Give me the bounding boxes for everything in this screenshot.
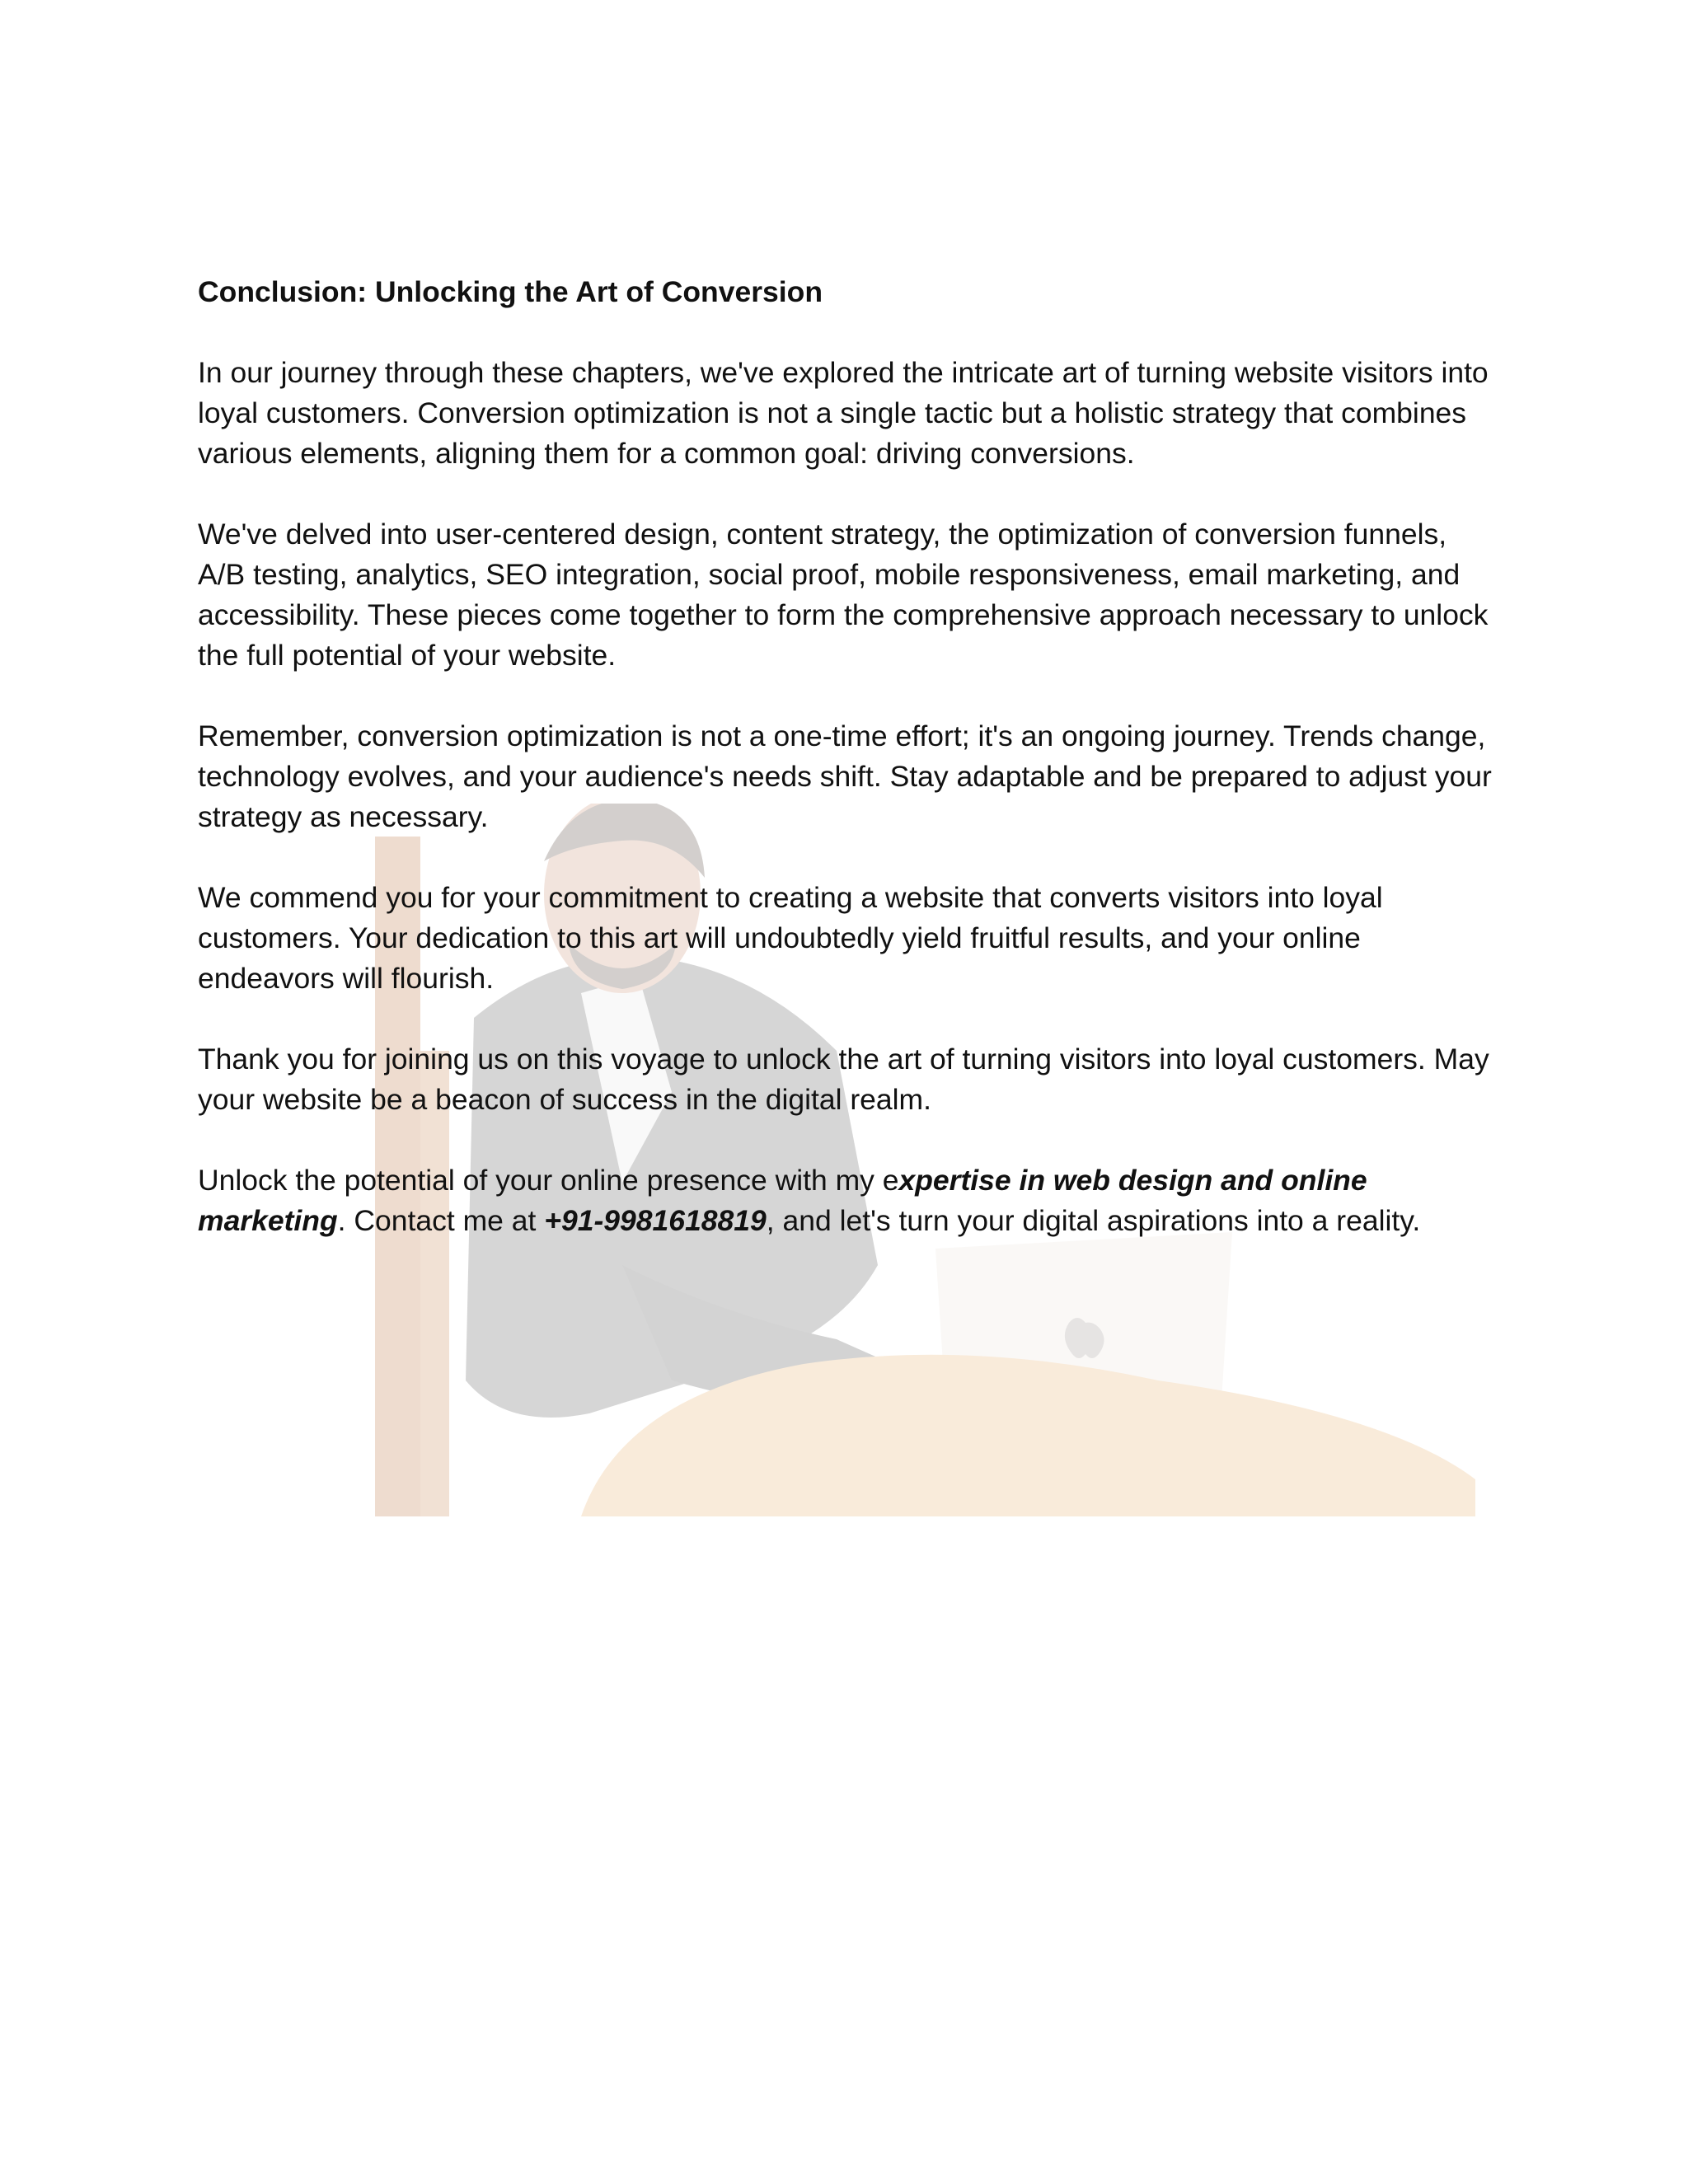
paragraph-journey: In our journey through these chapters, we've explored the intricate art of turning website visitors into loyal customers. Conversion optimization is not a single tactic but a holistic strategy that combines various elements, aligning them for a common goal: driving conversions. bbox=[198, 356, 1489, 470]
paragraph-thank-you: Thank you for joining us on this voyage to unlock the art of turning visitors into loyal customers. May your website be a beacon of success in the digital realm. bbox=[198, 1043, 1489, 1116]
document-body bbox=[198, 272, 1500, 1282]
closing-emphasis-expertise: xpertise in web design and online marketing bbox=[198, 1164, 1367, 1237]
closing-text-2: . Contact me at bbox=[337, 1204, 545, 1237]
closing-text-1: Unlock the potential of your online presence with my e bbox=[198, 1164, 899, 1197]
paragraph-ongoing: Remember, conversion optimization is not a one-time effort; it's an ongoing journey. Trends change, technology evolves, and your audience's needs shift. Stay adaptable and be prepared to adjust your strategy as necessary. bbox=[198, 719, 1492, 833]
closing-text-3: , and let's turn your digital aspirations into a reality. bbox=[766, 1204, 1421, 1237]
section-heading: Conclusion: Unlocking the Art of Conversion bbox=[198, 275, 823, 308]
paragraph-closing bbox=[198, 1160, 1500, 1241]
contact-phone-number: +91-9981618819 bbox=[544, 1204, 767, 1237]
paragraph-elements: We've delved into user-centered design, content strategy, the optimization of conversion funnels, A/B testing, analytics, SEO integration, social proof, mobile responsiveness, email marketing, and accessibility. These pieces come together to form the comprehensive approach necessary to unlock the full potential of your website. bbox=[198, 518, 1489, 672]
paragraph-commend: We commend you for your commitment to creating a website that converts visitors into loyal customers. Your dedication to this art will undoubtedly yield fruitful results, and your online endeavors will flourish. bbox=[198, 881, 1383, 995]
